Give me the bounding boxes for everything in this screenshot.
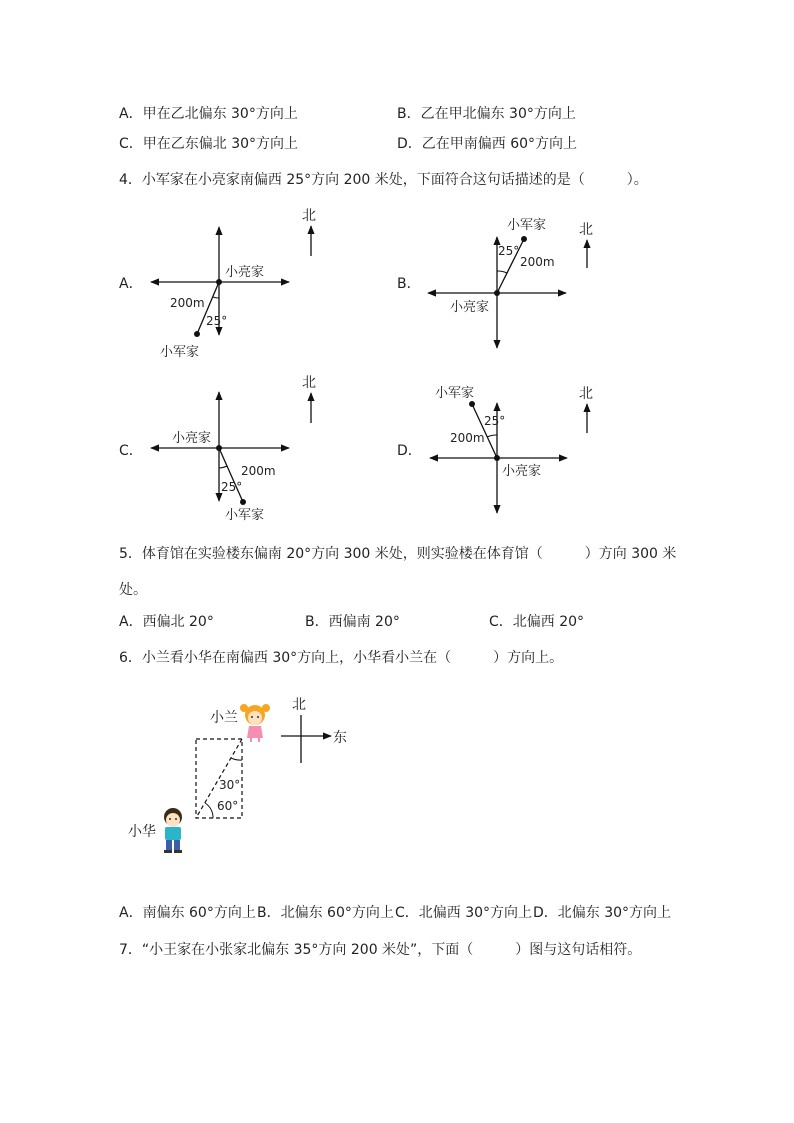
boy-hua-icon bbox=[164, 808, 182, 853]
distance-label: 200m bbox=[170, 296, 205, 310]
q4-diagram-d bbox=[430, 386, 593, 513]
north-label: 北 bbox=[302, 208, 316, 224]
angle-arc bbox=[213, 297, 219, 298]
home-jun-label: 小军家 bbox=[160, 345, 200, 360]
north-label: 北 bbox=[579, 222, 593, 238]
home-liang-label: 小亮家 bbox=[502, 464, 542, 479]
q4-question: 4．小军家在小亮家南偏西 25°方向 200 米处，下面符合这句话描述的是（ ）。 bbox=[119, 172, 648, 188]
q6-diagram bbox=[128, 697, 347, 853]
home-jun-label: 小军家 bbox=[435, 386, 475, 401]
distance-label: 200m bbox=[450, 431, 485, 445]
q6-option-a: A．南偏东 60°方向上 bbox=[119, 905, 256, 921]
origin-point bbox=[216, 445, 222, 451]
target-point bbox=[194, 331, 200, 337]
q5-question-line1: 5．体育馆在实验楼东偏南 20°方向 300 米处，则实验楼在体育馆（ ）方向 300 米 bbox=[119, 546, 677, 562]
q3-option-b: B．乙在甲北偏东 30°方向上 bbox=[397, 106, 576, 122]
angle-top-label: 30° bbox=[219, 778, 241, 792]
angle-arc-top bbox=[231, 758, 242, 760]
q5-option-b: B．西偏南 20° bbox=[305, 614, 400, 630]
q6-option-c: C．北偏西 30°方向上 bbox=[395, 905, 533, 921]
angle-arc bbox=[487, 435, 497, 437]
target-point bbox=[469, 401, 475, 407]
q4-label-a: A． bbox=[119, 276, 143, 292]
target-point bbox=[521, 236, 527, 242]
angle-arc-bottom bbox=[205, 803, 213, 818]
q7-question: 7．“小王家在小张家北偏东 35°方向 200 米处”，下面（ ）图与这句话相符。 bbox=[119, 942, 642, 958]
q3-option-c: C．甲在乙东偏北 30°方向上 bbox=[119, 136, 299, 152]
origin-point bbox=[494, 290, 500, 296]
q4-diagram-c bbox=[151, 375, 316, 523]
q5-option-c: C．北偏西 20° bbox=[489, 614, 585, 630]
target-point bbox=[240, 499, 246, 505]
east-label: 东 bbox=[333, 730, 347, 746]
angle-bottom-label: 60° bbox=[217, 799, 239, 813]
q6-option-d: D．北偏东 30°方向上 bbox=[533, 905, 672, 921]
distance-label: 200m bbox=[241, 464, 276, 478]
north-label: 北 bbox=[302, 375, 316, 391]
q4-label-c: C． bbox=[119, 443, 143, 459]
name-lan-label: 小兰 bbox=[210, 710, 238, 726]
north-label: 北 bbox=[292, 697, 306, 713]
q4-diagram-a bbox=[151, 208, 316, 360]
angle-arc bbox=[497, 271, 507, 273]
angle-label: 25° bbox=[498, 244, 520, 258]
north-label: 北 bbox=[579, 386, 593, 402]
q5-question-line2: 处。 bbox=[119, 582, 147, 598]
angle-label: 25° bbox=[221, 480, 243, 494]
origin-point bbox=[216, 279, 222, 285]
girl-lan-icon bbox=[240, 704, 270, 742]
home-jun-label: 小军家 bbox=[507, 218, 547, 233]
q6-option-b: B．北偏东 60°方向上 bbox=[257, 905, 394, 921]
q4-label-b: B． bbox=[397, 276, 421, 292]
q4-label-d: D． bbox=[397, 443, 422, 459]
q5-option-a: A．西偏北 20° bbox=[119, 614, 214, 630]
angle-label: 25° bbox=[484, 414, 506, 428]
angle-label: 25° bbox=[206, 314, 228, 328]
origin-point bbox=[494, 455, 500, 461]
distance-label: 200m bbox=[520, 255, 555, 269]
home-liang-label: 小亮家 bbox=[225, 265, 265, 280]
home-jun-label: 小军家 bbox=[225, 508, 265, 523]
q6-question: 6．小兰看小华在南偏西 30°方向上，小华看小兰在（ ）方向上。 bbox=[119, 650, 564, 666]
home-liang-label: 小亮家 bbox=[172, 431, 212, 446]
home-liang-label: 小亮家 bbox=[450, 300, 490, 315]
q3-option-a: A．甲在乙北偏东 30°方向上 bbox=[119, 106, 298, 122]
angle-arc bbox=[219, 466, 227, 468]
q4-diagram-b bbox=[428, 218, 593, 348]
q3-option-d: D．乙在甲南偏西 60°方向上 bbox=[397, 136, 578, 152]
name-hua-label: 小华 bbox=[128, 824, 156, 840]
